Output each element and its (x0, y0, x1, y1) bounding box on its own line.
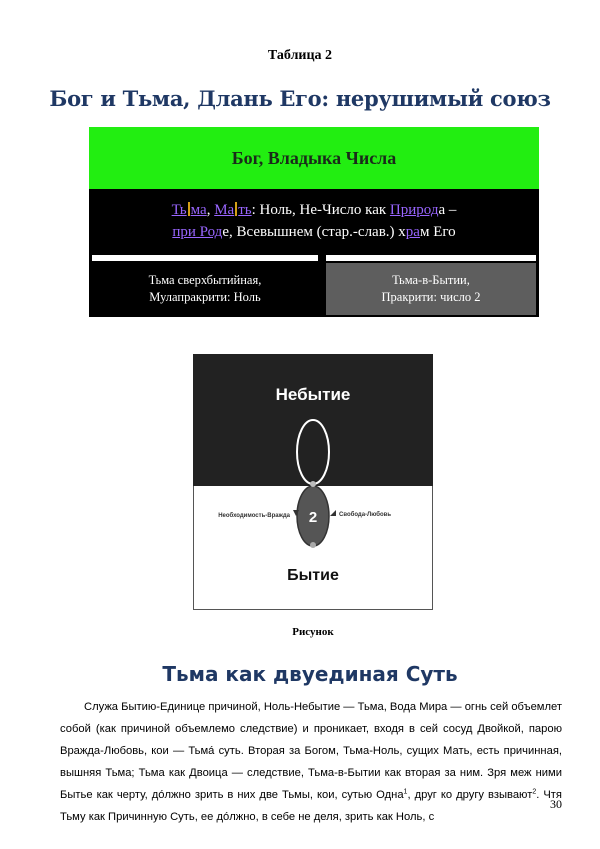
page-number: 30 (550, 797, 562, 811)
cell-right-line-2: Пракрити: число 2 (381, 290, 481, 304)
table-definition-cell (89, 191, 539, 249)
diagram-svg (193, 354, 433, 610)
definition-line-2 (89, 221, 539, 243)
separator-text: , (206, 202, 215, 218)
paragraph-text-3: . Чтя Тьму как Причинную Суть, ее дóлжно, в себе не деля, зрить как Ноль, с (60, 789, 562, 823)
junction-dot (310, 481, 316, 487)
word-link-tma-b[interactable]: ма (190, 202, 207, 218)
being-label: Бытие (287, 567, 339, 584)
table-header-cell (89, 127, 539, 189)
footnote-ref-1[interactable]: 1 (403, 788, 408, 796)
word-link-priroda[interactable]: Природ (389, 202, 439, 218)
section-title: Тьма как двуединая Суть (162, 662, 458, 686)
word-link-mat-b[interactable]: ть (238, 202, 252, 218)
concept-table (89, 127, 539, 317)
paragraph-text-2: , друг ко другу взывают (407, 789, 533, 801)
paragraph-text-1: Служа Бытию-Единице причиной, Ноль-Небытие — Тьма, Вода Мира — огнь сей объемлет собой (как причиной объемлемо следствие) и проникает, входя в сей сосуд Двойкой, парою Вражда-Любовь, кои — Тьмá суть. Вторая за Богом, Тьма-Ноль, сущих Мать, есть причинная, вышняя Тьма; Тьма как Двоица — следствие, Тьма-в-Бытии как вторая за ним. Зря меж ними Бытье как черту, дóлжно зрить в них две Тьмы, кои, сутью Одна (60, 701, 562, 801)
word-link-hram[interactable]: ра (405, 224, 420, 240)
divider-mark (188, 202, 190, 216)
table-caption: Таблица 2 (267, 48, 333, 63)
definition-text-end: м Его (419, 224, 456, 240)
table-cell-right (326, 263, 536, 315)
main-title: Бог и Тьма, Длань Его: нерушимый союз (49, 86, 551, 111)
cell-right-line-1: Тьма-в-Бытии, (392, 273, 470, 287)
upper-ellipse (297, 420, 329, 484)
definition-text: : Ноль, Не-Число как (251, 202, 390, 218)
figure-caption: Рисунок (292, 626, 334, 638)
divider-strip-left (92, 255, 318, 261)
table-cell-left (92, 263, 318, 315)
definition-line-1 (89, 199, 539, 221)
definition-text-end: а – (438, 202, 457, 218)
necessity-enmity-label: Необходимость-Вражда (218, 513, 290, 519)
non-being-label: Небытие (275, 385, 351, 404)
body-paragraph (60, 696, 562, 828)
word-link-pri-rode[interactable]: при Род (172, 224, 223, 240)
bottom-dot (310, 542, 316, 548)
footnote-ref-2[interactable]: 2 (532, 788, 537, 796)
word-link-mat-a[interactable]: Ма (214, 202, 235, 218)
word-link-tma-a[interactable]: Ть (171, 202, 187, 218)
definition-text: е, Всевышнем (стар.-слав.) х (222, 224, 406, 240)
divider-strip-right (326, 255, 536, 261)
cell-left-line-1: Тьма сверхбытийная, (148, 273, 262, 287)
cell-left-line-2: Мулапракрити: Ноль (149, 290, 261, 304)
number-two-label: 2 (308, 509, 318, 526)
figure-diagram (193, 354, 433, 610)
divider-mark (235, 202, 237, 216)
table-header-text: Бог, Владыка Числа (231, 147, 397, 168)
freedom-love-label: Свобода-Любовь (339, 512, 392, 518)
